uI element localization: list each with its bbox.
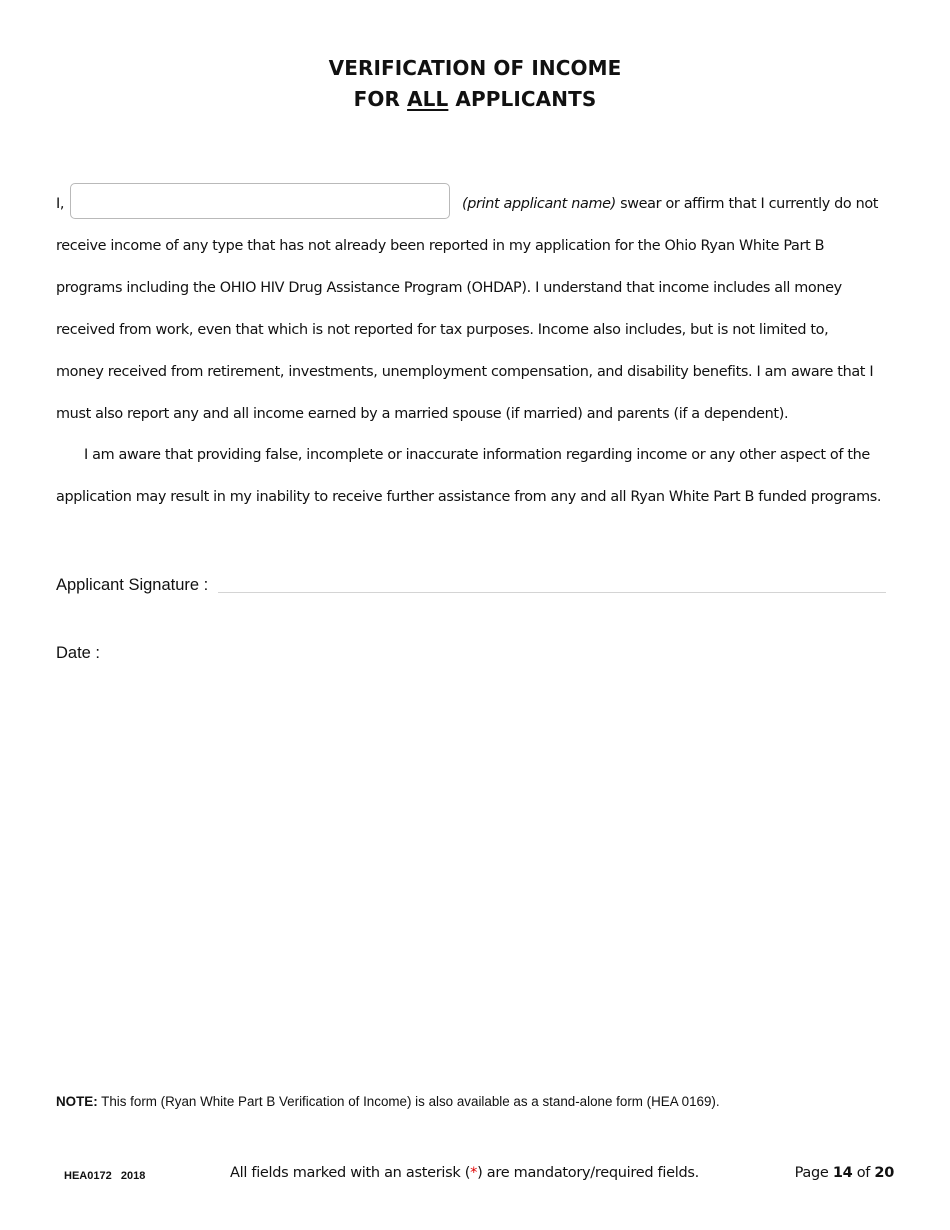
page-word: Page xyxy=(794,1165,833,1181)
page-indicator xyxy=(795,1165,894,1181)
mandatory-fields-notice xyxy=(230,1165,699,1181)
date-label: Date : xyxy=(56,644,101,662)
declaration-prefix: I, xyxy=(56,196,65,212)
page-of: of xyxy=(852,1165,875,1181)
subtitle-post: APPLICANTS xyxy=(448,87,597,111)
signature-field[interactable] xyxy=(218,592,886,593)
name-hint: (print applicant name) xyxy=(462,196,616,212)
page-subtitle xyxy=(0,87,950,111)
declaration-line: must also report any and all income earned by a married spouse (if married) and parents (if a dependent). xyxy=(56,406,789,422)
applicant-name-input[interactable] xyxy=(70,183,450,219)
declaration-line: money received from retirement, investments, unemployment compensation, and disability benefits. I am aware that I xyxy=(56,364,874,380)
note-text: This form (Ryan White Part B Verification of Income) is also available as a stand-alone form (HEA 0169). xyxy=(97,1094,720,1109)
note xyxy=(56,1094,720,1109)
awareness-line: I am aware that providing false, incomplete or inaccurate information regarding income or any other aspect of the xyxy=(84,447,870,463)
declaration-line: programs including the OHIO HIV Drug Assistance Program (OHDAP). I understand that income includes all money xyxy=(56,280,842,296)
page-current: 14 xyxy=(832,1165,853,1181)
awareness-line: application may result in my inability to receive further assistance from any and all Ryan White Part B funded programs. xyxy=(56,489,882,505)
note-label: NOTE: xyxy=(56,1094,98,1109)
form-code: HEA0172 2018 xyxy=(64,1170,146,1182)
mandatory-post: ) are mandatory/required fields. xyxy=(477,1165,699,1181)
declaration-line1-text xyxy=(462,194,878,214)
declaration-line: receive income of any type that has not already been reported in my application for the Ohio Ryan White Part B xyxy=(56,238,825,254)
declaration-line: received from work, even that which is not reported for tax purposes. Income also includes, but is not limited to, xyxy=(56,322,829,338)
page-total: 20 xyxy=(874,1165,894,1181)
signature-label: Applicant Signature : xyxy=(56,576,209,594)
asterisk-marker: * xyxy=(470,1165,478,1181)
subtitle-emphasis: ALL xyxy=(407,87,449,111)
subtitle-pre: FOR xyxy=(353,87,408,111)
declaration-line1-rest: swear or affirm that I currently do not xyxy=(615,196,879,212)
mandatory-pre: All fields marked with an asterisk ( xyxy=(230,1165,471,1181)
page-title: VERIFICATION OF INCOME xyxy=(328,56,622,80)
